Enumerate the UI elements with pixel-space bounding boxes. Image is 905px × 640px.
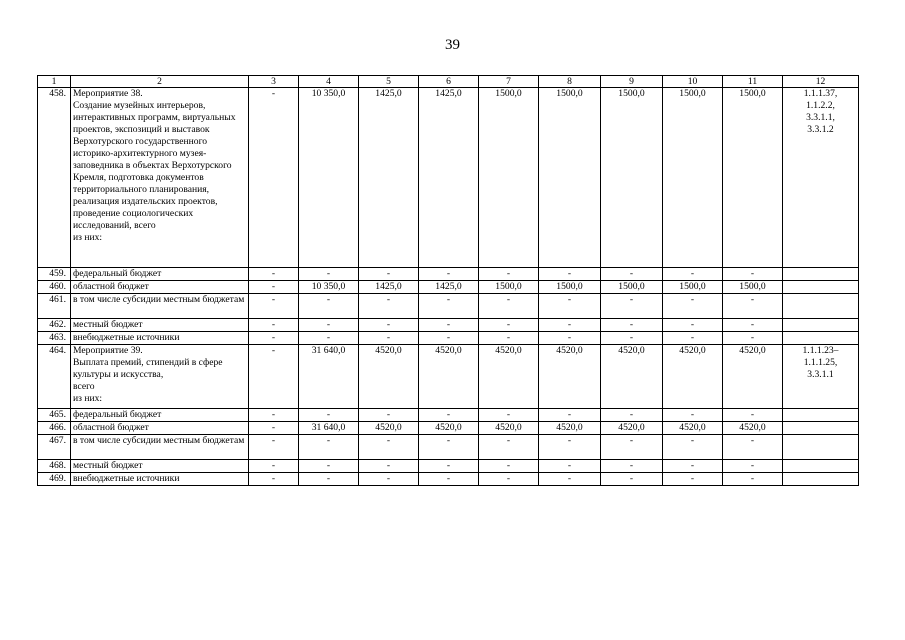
value-cell: 4520,0 <box>601 422 663 435</box>
value-cell: - <box>299 409 359 422</box>
row-description: Мероприятие 39. Выплата премий, стипендий в сфере культуры и искусства, всего из них: <box>71 345 249 409</box>
value-cell: - <box>539 319 601 332</box>
value-cell: 4520,0 <box>723 345 783 409</box>
value-cell: - <box>249 88 299 268</box>
value-cell: - <box>299 294 359 319</box>
budget-table <box>37 75 859 486</box>
value-cell: - <box>249 345 299 409</box>
column-header-12: 12 <box>783 76 859 88</box>
value-cell: - <box>479 473 539 486</box>
value-cell: - <box>663 332 723 345</box>
row-number: 465. <box>38 409 71 422</box>
value-cell: - <box>723 435 783 460</box>
value-cell: - <box>539 460 601 473</box>
table-row <box>38 345 859 409</box>
value-cell: - <box>419 319 479 332</box>
value-cell: - <box>601 319 663 332</box>
value-cell: 4520,0 <box>479 422 539 435</box>
value-cell: 4520,0 <box>723 422 783 435</box>
header-row <box>38 76 859 88</box>
value-cell: - <box>249 409 299 422</box>
column-header-7: 7 <box>479 76 539 88</box>
target-indicator-ref <box>783 422 859 435</box>
value-cell: - <box>249 422 299 435</box>
value-cell: 1500,0 <box>723 281 783 294</box>
value-cell: 1500,0 <box>479 281 539 294</box>
value-cell: - <box>663 319 723 332</box>
target-indicator-ref: 1.1.1.37, 1.1.2.2, 3.3.1.1, 3.3.1.2 <box>783 88 859 268</box>
value-cell: - <box>723 319 783 332</box>
target-indicator-ref <box>783 473 859 486</box>
value-cell: 4520,0 <box>359 422 419 435</box>
value-cell: - <box>479 332 539 345</box>
value-cell: - <box>299 460 359 473</box>
value-cell: - <box>249 460 299 473</box>
value-cell: 31 640,0 <box>299 422 359 435</box>
table-row <box>38 435 859 460</box>
value-cell: 1500,0 <box>601 281 663 294</box>
value-cell: - <box>419 268 479 281</box>
value-cell: 4520,0 <box>601 345 663 409</box>
table-row <box>38 409 859 422</box>
value-cell: - <box>601 268 663 281</box>
value-cell: - <box>539 294 601 319</box>
column-header-6: 6 <box>419 76 479 88</box>
row-number: 462. <box>38 319 71 332</box>
value-cell: 4520,0 <box>663 422 723 435</box>
row-number: 461. <box>38 294 71 319</box>
value-cell: - <box>601 460 663 473</box>
value-cell: - <box>419 473 479 486</box>
table-row <box>38 281 859 294</box>
row-number: 459. <box>38 268 71 281</box>
value-cell: - <box>601 332 663 345</box>
value-cell: 31 640,0 <box>299 345 359 409</box>
value-cell: - <box>359 409 419 422</box>
value-cell: - <box>479 409 539 422</box>
value-cell: - <box>419 409 479 422</box>
target-indicator-ref <box>783 435 859 460</box>
value-cell: 1500,0 <box>663 88 723 268</box>
value-cell: - <box>601 435 663 460</box>
row-description: местный бюджет <box>71 460 249 473</box>
value-cell: - <box>299 473 359 486</box>
value-cell: - <box>359 332 419 345</box>
row-number: 467. <box>38 435 71 460</box>
table-row <box>38 422 859 435</box>
value-cell: - <box>663 268 723 281</box>
column-header-4: 4 <box>299 76 359 88</box>
value-cell: - <box>249 294 299 319</box>
value-cell: - <box>663 473 723 486</box>
value-cell: - <box>419 435 479 460</box>
row-description: внебюджетные источники <box>71 332 249 345</box>
value-cell: - <box>479 435 539 460</box>
value-cell: - <box>539 268 601 281</box>
value-cell: - <box>479 319 539 332</box>
target-indicator-ref <box>783 409 859 422</box>
value-cell: 1425,0 <box>359 281 419 294</box>
value-cell: 1425,0 <box>359 88 419 268</box>
value-cell: - <box>539 409 601 422</box>
value-cell: - <box>359 435 419 460</box>
column-header-5: 5 <box>359 76 419 88</box>
column-header-10: 10 <box>663 76 723 88</box>
column-header-3: 3 <box>249 76 299 88</box>
column-header-1: 1 <box>38 76 71 88</box>
value-cell: - <box>663 294 723 319</box>
value-cell: 4520,0 <box>359 345 419 409</box>
row-number: 463. <box>38 332 71 345</box>
value-cell: - <box>723 268 783 281</box>
value-cell: - <box>601 473 663 486</box>
value-cell: - <box>663 435 723 460</box>
target-indicator-ref <box>783 268 859 281</box>
row-description: областной бюджет <box>71 281 249 294</box>
value-cell: 4520,0 <box>539 345 601 409</box>
value-cell: - <box>359 268 419 281</box>
value-cell: - <box>479 460 539 473</box>
value-cell: - <box>723 332 783 345</box>
value-cell: - <box>539 435 601 460</box>
value-cell: 4520,0 <box>419 345 479 409</box>
value-cell: - <box>479 294 539 319</box>
value-cell: 1500,0 <box>539 281 601 294</box>
row-number: 464. <box>38 345 71 409</box>
row-number: 466. <box>38 422 71 435</box>
column-header-11: 11 <box>723 76 783 88</box>
value-cell: 1500,0 <box>601 88 663 268</box>
value-cell: - <box>299 319 359 332</box>
table-row <box>38 473 859 486</box>
value-cell: - <box>299 268 359 281</box>
value-cell: 10 350,0 <box>299 281 359 294</box>
value-cell: - <box>249 473 299 486</box>
value-cell: - <box>419 294 479 319</box>
target-indicator-ref <box>783 460 859 473</box>
target-indicator-ref <box>783 281 859 294</box>
target-indicator-ref <box>783 319 859 332</box>
page-number: 39 <box>445 37 460 53</box>
row-number: 468. <box>38 460 71 473</box>
row-description: местный бюджет <box>71 319 249 332</box>
value-cell: 4520,0 <box>419 422 479 435</box>
target-indicator-ref <box>783 294 859 319</box>
row-description: областной бюджет <box>71 422 249 435</box>
row-description: внебюджетные источники <box>71 473 249 486</box>
value-cell: 1500,0 <box>663 281 723 294</box>
row-number: 460. <box>38 281 71 294</box>
row-description: Мероприятие 38. Создание музейных интерьеров, интерактивных программ, виртуальных проектов, экспозиций и выставок Верхотурского государственного историко-архитектурного музея-заповедника в объектах Верхотурского Кремля, подготовка документов территориального планирования, реализация издательских проектов, проведение социологических исследований, всего из них: <box>71 88 249 268</box>
value-cell: - <box>249 281 299 294</box>
value-cell: - <box>299 332 359 345</box>
value-cell: 1500,0 <box>479 88 539 268</box>
value-cell: - <box>359 319 419 332</box>
target-indicator-ref: 1.1.1.23– 1.1.1.25, 3.3.1.1 <box>783 345 859 409</box>
column-header-8: 8 <box>539 76 601 88</box>
table-row <box>38 332 859 345</box>
column-header-2: 2 <box>71 76 249 88</box>
value-cell: - <box>359 473 419 486</box>
value-cell: - <box>359 460 419 473</box>
value-cell: - <box>539 473 601 486</box>
value-cell: - <box>663 409 723 422</box>
value-cell: - <box>601 409 663 422</box>
row-description: в том числе субсидии местным бюджетам <box>71 435 249 460</box>
value-cell: - <box>249 268 299 281</box>
value-cell: 4520,0 <box>539 422 601 435</box>
table-row <box>38 460 859 473</box>
column-header-9: 9 <box>601 76 663 88</box>
value-cell: - <box>723 460 783 473</box>
value-cell: - <box>419 460 479 473</box>
value-cell: - <box>723 294 783 319</box>
table-row <box>38 319 859 332</box>
value-cell: - <box>723 473 783 486</box>
value-cell: - <box>539 332 601 345</box>
value-cell: 10 350,0 <box>299 88 359 268</box>
value-cell: - <box>299 435 359 460</box>
value-cell: - <box>249 319 299 332</box>
value-cell: 1425,0 <box>419 88 479 268</box>
row-description: федеральный бюджет <box>71 268 249 281</box>
value-cell: - <box>359 294 419 319</box>
value-cell: - <box>249 332 299 345</box>
value-cell: 4520,0 <box>663 345 723 409</box>
table-row <box>38 88 859 268</box>
value-cell: 1500,0 <box>539 88 601 268</box>
row-number: 469. <box>38 473 71 486</box>
value-cell: - <box>663 460 723 473</box>
table-row <box>38 294 859 319</box>
value-cell: 4520,0 <box>479 345 539 409</box>
row-description: в том числе субсидии местным бюджетам <box>71 294 249 319</box>
value-cell: - <box>479 268 539 281</box>
value-cell: - <box>601 294 663 319</box>
value-cell: 1500,0 <box>723 88 783 268</box>
value-cell: - <box>419 332 479 345</box>
value-cell: - <box>723 409 783 422</box>
table-row <box>38 268 859 281</box>
row-number: 458. <box>38 88 71 268</box>
value-cell: - <box>249 435 299 460</box>
value-cell: 1425,0 <box>419 281 479 294</box>
row-description: федеральный бюджет <box>71 409 249 422</box>
target-indicator-ref <box>783 332 859 345</box>
